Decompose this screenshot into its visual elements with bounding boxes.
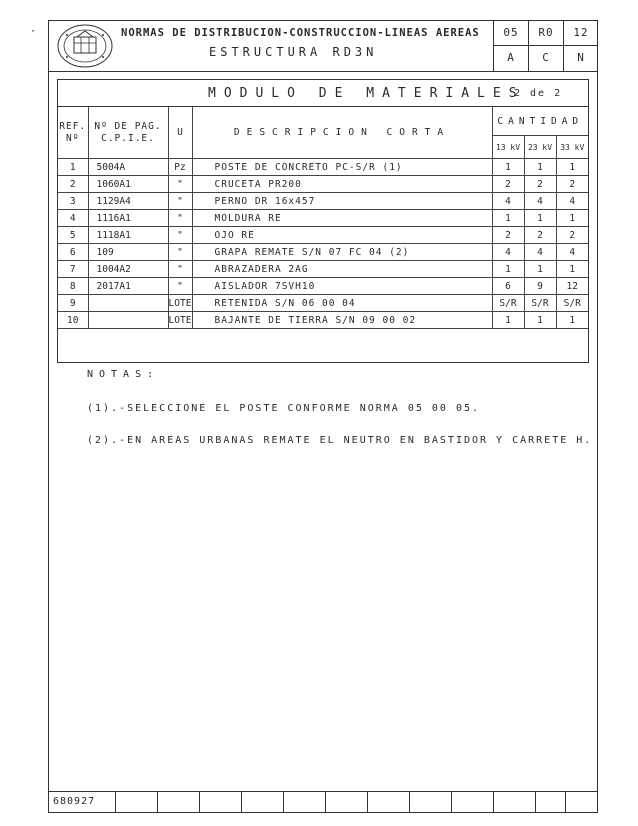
table-row	[58, 312, 588, 329]
code-row-top	[494, 21, 598, 45]
cell-qty-13: 4	[492, 244, 524, 261]
cell-page: 1129A4	[88, 193, 168, 210]
cell-qty-23: 1	[524, 261, 556, 278]
footer-divider	[451, 792, 452, 813]
cell-ref: 2	[58, 176, 88, 193]
cell-description: GRAPA REMATE S/N 07 FC 04 (2)	[192, 244, 492, 261]
notes-title: NOTAS:	[87, 369, 160, 380]
cell-ref: 1	[58, 159, 88, 176]
cell-unit: "	[168, 176, 192, 193]
header-description: DESCRIPCION CORTA	[192, 107, 492, 159]
cell-qty-23: 2	[524, 176, 556, 193]
cell-qty-33: S/R	[556, 295, 588, 312]
cell-ref: 8	[58, 278, 88, 295]
document-frame	[48, 20, 598, 813]
cell-qty-23: 1	[524, 312, 556, 329]
header-ref: REF. Nº	[58, 107, 88, 159]
cell-qty-13: 1	[492, 210, 524, 227]
cell-page	[88, 295, 168, 312]
cell-unit: "	[168, 261, 192, 278]
cell-qty-13: 2	[492, 227, 524, 244]
cell-qty-33: 1	[556, 159, 588, 176]
cell-description: POSTE DE CONCRETO PC-S/R (1)	[192, 159, 492, 176]
header-subtitle: ESTRUCTURA RD3N	[209, 45, 378, 59]
cell-unit: "	[168, 244, 192, 261]
cell-page: 1118A1	[88, 227, 168, 244]
cell-qty-13: 1	[492, 159, 524, 176]
code-cell: A	[507, 51, 515, 64]
table-row	[58, 244, 588, 261]
code-cell: C	[528, 46, 563, 71]
header-kv-33: 33 kV	[556, 136, 588, 159]
document-number: 680927	[53, 796, 96, 807]
note-2: (2).-EN AREAS URBANAS REMATE EL NEUTRO EN BASTIDOR Y CARRETE H.	[87, 435, 593, 446]
cell-page: 1004A2	[88, 261, 168, 278]
table-row	[58, 176, 588, 193]
cell-description: ABRAZADERA 2AG	[192, 261, 492, 278]
cell-unit: Pz	[168, 159, 192, 176]
cell-qty-33: 1	[556, 210, 588, 227]
materials-table	[58, 107, 588, 329]
document-footer	[49, 791, 597, 813]
cell-qty-33: 1	[556, 312, 588, 329]
table-row	[58, 210, 588, 227]
footer-divider	[367, 792, 368, 813]
header-quantity: CANTIDAD	[492, 107, 588, 136]
cell-unit: LOTE	[168, 312, 192, 329]
cell-qty-23: 9	[524, 278, 556, 295]
footer-divider	[409, 792, 410, 813]
cell-qty-33: 4	[556, 193, 588, 210]
cell-ref: 10	[58, 312, 88, 329]
cell-ref: 4	[58, 210, 88, 227]
cell-unit: "	[168, 227, 192, 244]
table-row	[58, 227, 588, 244]
institution-seal-icon	[55, 23, 115, 69]
header-kv-13: 13 kV	[492, 136, 524, 159]
code-cell: R0	[528, 21, 563, 45]
header-kv-23: 23 kV	[524, 136, 556, 159]
page-indicator: 2 de 2	[514, 88, 563, 99]
cell-description: PERNO DR 16x457	[192, 193, 492, 210]
cell-description: OJO RE	[192, 227, 492, 244]
header-page-number: Nº DE PAG. C.P.I.E.	[88, 107, 168, 159]
code-cell: N	[563, 46, 598, 71]
cell-ref: 9	[58, 295, 88, 312]
cell-qty-13: 2	[492, 176, 524, 193]
cell-ref: 5	[58, 227, 88, 244]
note-1: (1).-SELECCIONE EL POSTE CONFORME NORMA 05 00 05.	[87, 403, 481, 414]
cell-unit: "	[168, 278, 192, 295]
footer-divider	[199, 792, 200, 813]
norm-code-box	[493, 21, 598, 71]
header-title: NORMAS DE DISTRIBUCION-CONSTRUCCION-LINEAS AEREAS	[121, 27, 480, 39]
cell-page: 2017A1	[88, 278, 168, 295]
cell-qty-23: 4	[524, 193, 556, 210]
footer-divider	[565, 792, 566, 813]
cell-qty-23: 1	[524, 159, 556, 176]
cell-description: RETENIDA S/N 06 00 04	[192, 295, 492, 312]
corner-mark: ·	[30, 26, 37, 37]
table-row	[58, 193, 588, 210]
cell-unit: "	[168, 210, 192, 227]
cell-qty-23: 1	[524, 210, 556, 227]
code-cell: 12	[563, 21, 598, 45]
cell-qty-33: 12	[556, 278, 588, 295]
footer-divider	[115, 792, 116, 813]
code-cell: 05	[503, 26, 519, 39]
code-row-bottom	[494, 45, 598, 71]
cell-page: 109	[88, 244, 168, 261]
cell-qty-13: 1	[492, 261, 524, 278]
cell-qty-33: 2	[556, 227, 588, 244]
cell-description: AISLADOR 7SVH10	[192, 278, 492, 295]
footer-divider	[157, 792, 158, 813]
cell-page: 1060A1	[88, 176, 168, 193]
cell-description: CRUCETA PR200	[192, 176, 492, 193]
table-row	[58, 295, 588, 312]
cell-ref: 3	[58, 193, 88, 210]
footer-divider	[283, 792, 284, 813]
footer-divider	[535, 792, 536, 813]
materials-module	[57, 79, 589, 363]
cell-qty-13: 6	[492, 278, 524, 295]
table-row	[58, 261, 588, 278]
document-header	[49, 21, 597, 72]
module-title: MODULO DE MATERIALES	[208, 86, 525, 101]
cell-qty-33: 1	[556, 261, 588, 278]
cell-unit: "	[168, 193, 192, 210]
cell-page	[88, 312, 168, 329]
cell-qty-13: S/R	[492, 295, 524, 312]
cell-ref: 7	[58, 261, 88, 278]
table-row	[58, 278, 588, 295]
header-unit: U	[168, 107, 192, 159]
footer-divider	[325, 792, 326, 813]
footer-divider	[241, 792, 242, 813]
cell-ref: 6	[58, 244, 88, 261]
cell-qty-13: 4	[492, 193, 524, 210]
cell-description: BAJANTE DE TIERRA S/N 09 00 02	[192, 312, 492, 329]
cell-unit: LOTE	[168, 295, 192, 312]
footer-divider	[493, 792, 494, 813]
cell-qty-23: 4	[524, 244, 556, 261]
cell-page: 1116A1	[88, 210, 168, 227]
cell-qty-23: 2	[524, 227, 556, 244]
cell-qty-33: 2	[556, 176, 588, 193]
cell-qty-23: S/R	[524, 295, 556, 312]
table-row	[58, 159, 588, 176]
module-header	[58, 80, 588, 107]
cell-description: MOLDURA RE	[192, 210, 492, 227]
cell-qty-33: 4	[556, 244, 588, 261]
cell-page: 5004A	[88, 159, 168, 176]
cell-qty-13: 1	[492, 312, 524, 329]
